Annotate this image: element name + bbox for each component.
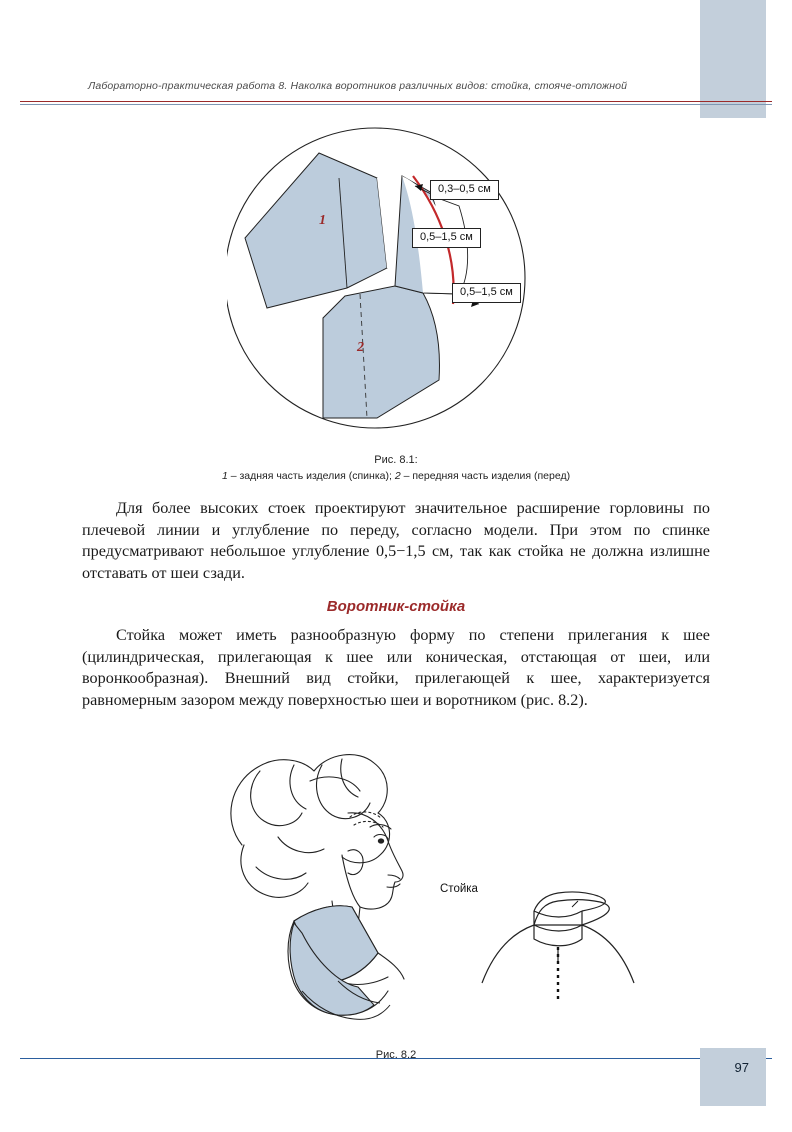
figure-marker-2: 2 [357, 340, 364, 355]
legend-marker-2: 2 [394, 470, 401, 482]
legend-text-1: – задняя часть изделия (спинка); [227, 470, 395, 482]
figure-8-1-caption [82, 454, 710, 482]
running-head: Лабораторно-практическая работа 8. Наколка воротников различных видов: стойка, стояче-отложной [88, 80, 628, 92]
paragraph-1: Для более высоких стоек проектируют значительное расширение горловины по плечевой линии и углубление по переду, согласно модели. При этом по спинке предусматривают небольшое углубление 0,5−1,5 см, так как стойка не должна излишне отставать от шеи сзади. [82, 499, 710, 582]
figure-8-1-caption-main: Рис. 8.1: [374, 454, 418, 466]
figure-marker-1: 1 [319, 213, 326, 228]
figure-8-2-caption: Рис. 8.2 [375, 1049, 417, 1061]
page-content [82, 118, 710, 1061]
callout-measure-1: 0,3–0,5 см [430, 180, 499, 200]
figure-8-2-label-stoika: Стойка [440, 883, 478, 895]
legend-text-2: – передняя часть изделия (перед) [400, 470, 571, 482]
header-rule-red [20, 101, 772, 102]
page-number: 97 [734, 1060, 749, 1075]
paragraph-2: Стойка может иметь разнообразную форму по степени прилегания к шее (цилиндрическая, прилегающая к шее или коническая, отстающая от шеи, или воронкообразная). Внешний вид стойки, прилегающей к шее, характеризуется равномерным зазором между поверхностью шеи и воротником (рис. 8.2). [82, 626, 710, 709]
figure-8-2-drawing [182, 725, 642, 1035]
legend-marker-1: 1 [221, 470, 228, 482]
figure-8-2 [82, 725, 710, 1045]
callout-measure-3: 0,5–1,5 см [452, 283, 521, 303]
subheading-vorotnik-stoika: Воротник-стойка [326, 598, 466, 615]
figure-8-1-caption-sub [82, 470, 710, 482]
callout-measure-2: 0,5–1,5 см [412, 228, 481, 248]
figure-8-1 [82, 118, 710, 448]
header-rule-blue [20, 104, 772, 105]
